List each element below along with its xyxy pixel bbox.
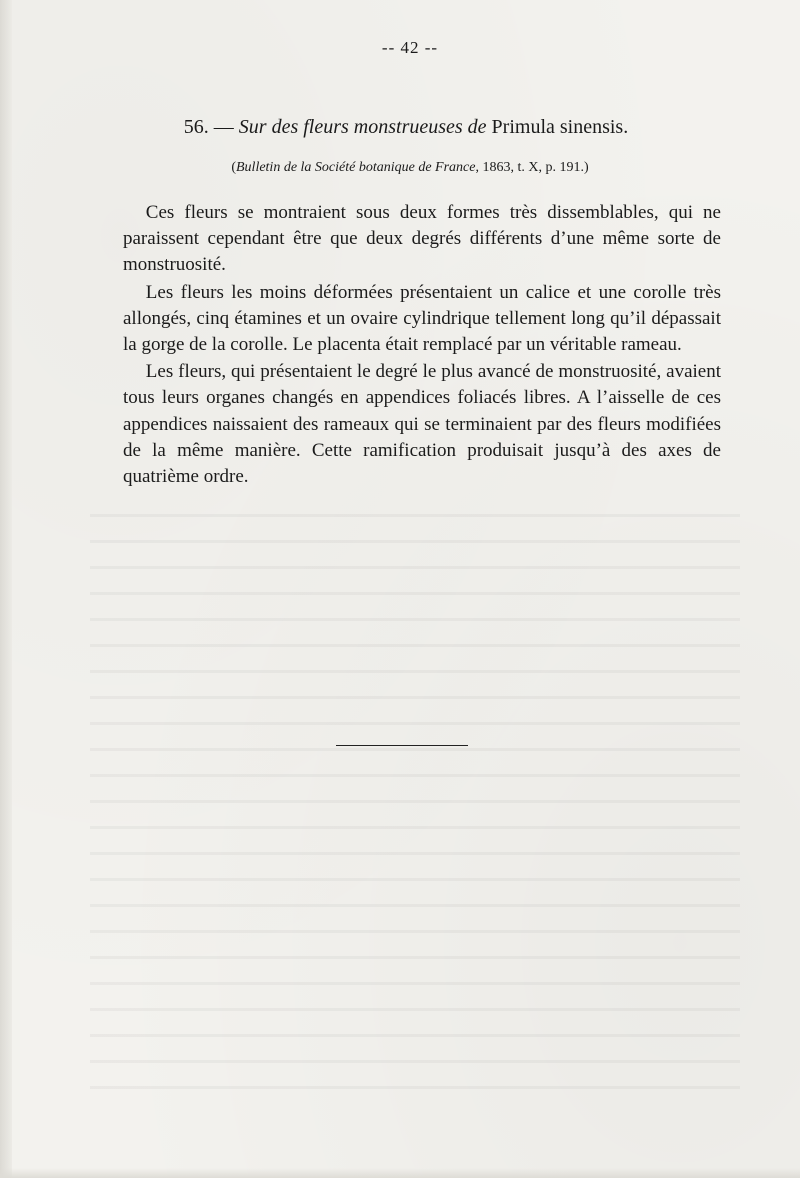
article-number: 56. —	[183, 116, 239, 138]
article-body	[123, 200, 721, 491]
source-journal: Bulletin de la Société botanique de France	[236, 160, 476, 175]
source-open-paren: (	[231, 160, 236, 175]
source-details: , 1863, t. X, p. 191.)	[475, 160, 589, 175]
paragraph-3: Les fleurs, qui présentaient le degré le plus avancé de monstruosité, avaient tous leurs organes changés en appendices foliacés libres. A l’aisselle de ces appendices naissaient des rameaux qui se terminaient par des fleurs modifiées de la même manière. Cette ramification produisait jusqu’à des axes de quatrième ordre.	[123, 361, 721, 488]
article-title-species: Primula sinensis.	[486, 116, 629, 138]
section-end-rule	[336, 745, 468, 746]
paragraph-2: Les fleurs les moins déformées présentaient un calice et une corolle très allongés, cinq étamines et un ovaire cylindrique tellement long qu’il dépassait la gorge de la corolle. Le placenta était remplacé par un véritable rameau.	[123, 281, 721, 356]
article-title	[6, 116, 800, 139]
page-number: -- 42 --	[381, 38, 439, 57]
page-shadow-left	[0, 0, 12, 1178]
article-title-italic: Sur des fleurs monstrueuses de	[238, 116, 487, 138]
article-source	[10, 160, 800, 176]
page-shadow-bottom	[0, 1168, 800, 1178]
bleed-through-texture	[90, 500, 740, 1100]
paragraph-1: Ces fleurs se montraient sous deux formes très dissemblables, qui ne paraissent cependant être que deux degrés différents d’une même sorte de monstruosité.	[123, 202, 721, 276]
